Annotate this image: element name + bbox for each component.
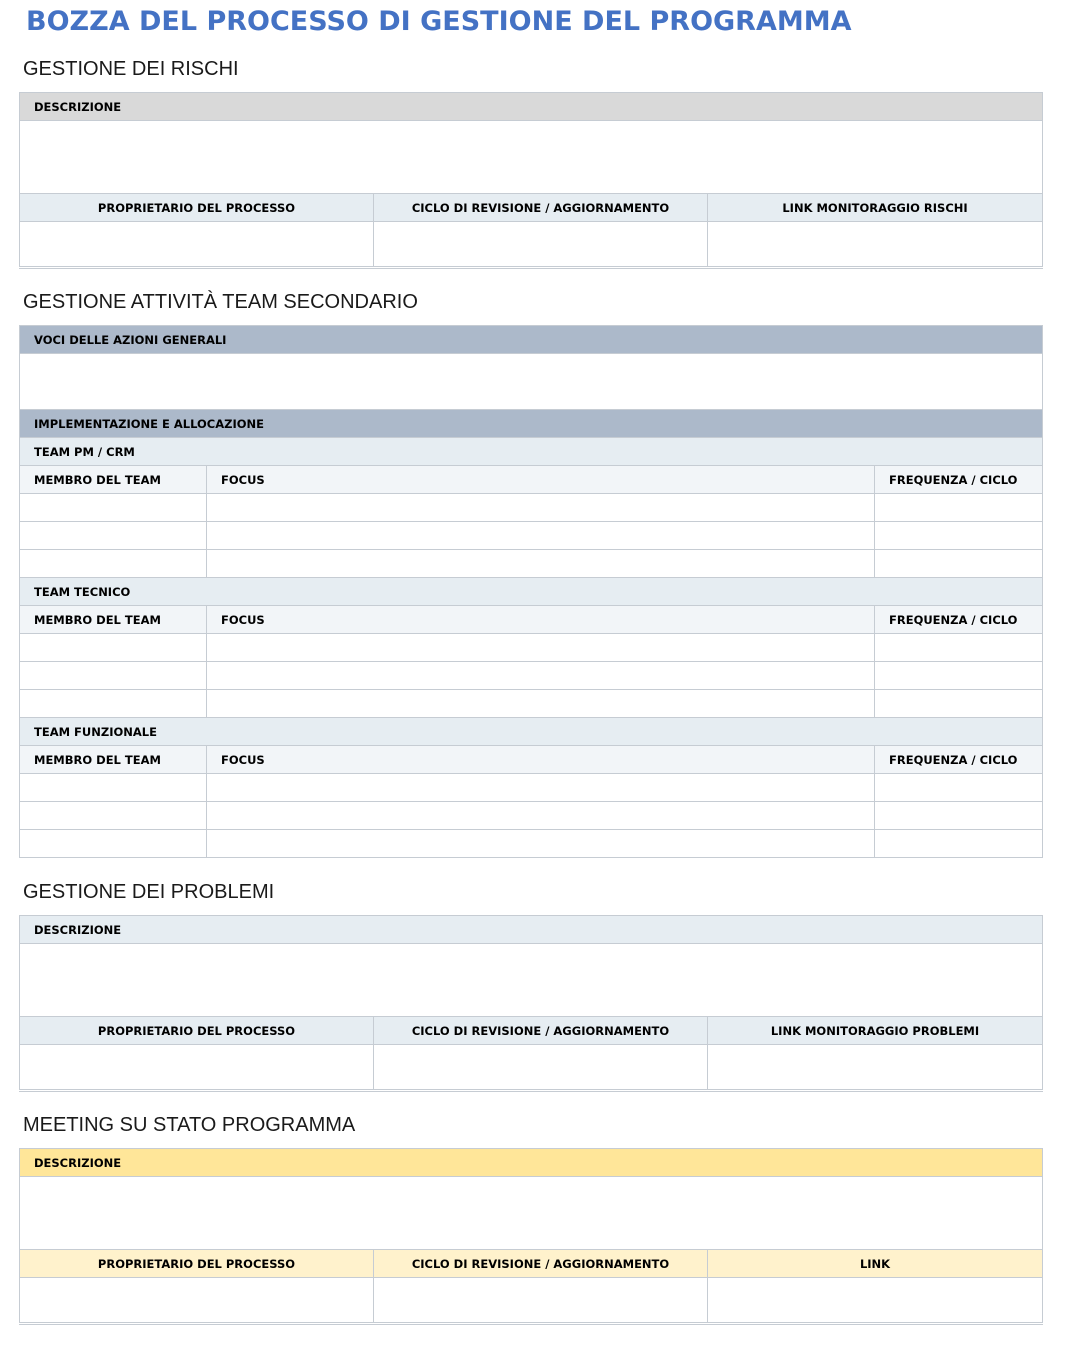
table-row (20, 690, 1043, 718)
member-cell[interactable] (20, 802, 207, 830)
focus-column-header: FOCUS (207, 466, 875, 494)
risk-link-cell[interactable] (708, 222, 1043, 268)
frequency-cell[interactable] (875, 774, 1043, 802)
meeting-review-cycle-header: CICLO DI REVISIONE / AGGIORNAMENTO (374, 1250, 708, 1278)
issues-description-label: DESCRIZIONE (20, 916, 1043, 944)
frequency-column-header: FREQUENZA / CICLO (875, 466, 1043, 494)
member-cell[interactable] (20, 494, 207, 522)
team-table (19, 325, 1043, 858)
issues-review-cycle-cell[interactable] (374, 1045, 708, 1091)
risk-table (19, 92, 1043, 269)
member-cell[interactable] (20, 662, 207, 690)
team-group-name: TEAM PM / CRM (20, 438, 1043, 466)
issues-section-title: GESTIONE DEI PROBLEMI (23, 881, 275, 903)
meeting-owner-header: PROPRIETARIO DEL PROCESSO (20, 1250, 374, 1278)
frequency-cell[interactable] (875, 690, 1043, 718)
risk-description-label: DESCRIZIONE (20, 93, 1043, 121)
frequency-cell[interactable] (875, 550, 1043, 578)
risk-link-header: LINK MONITORAGGIO RISCHI (708, 194, 1043, 222)
member-cell[interactable] (20, 550, 207, 578)
focus-cell[interactable] (207, 550, 875, 578)
general-actions-label: VOCI DELLE AZIONI GENERALI (20, 326, 1043, 354)
table-row (20, 802, 1043, 830)
page-title: BOZZA DEL PROCESSO DI GESTIONE DEL PROGRAMMA (26, 6, 852, 37)
table-row (20, 774, 1043, 802)
member-cell[interactable] (20, 634, 207, 662)
member-cell[interactable] (20, 522, 207, 550)
member-cell[interactable] (20, 774, 207, 802)
member-cell[interactable] (20, 690, 207, 718)
risk-owner-cell[interactable] (20, 222, 374, 268)
issues-description-cell[interactable] (20, 944, 1043, 1017)
focus-cell[interactable] (207, 634, 875, 662)
frequency-cell[interactable] (875, 634, 1043, 662)
meeting-link-cell[interactable] (708, 1278, 1043, 1324)
focus-cell[interactable] (207, 830, 875, 858)
frequency-cell[interactable] (875, 494, 1043, 522)
table-row (20, 522, 1043, 550)
member-column-header: MEMBRO DEL TEAM (20, 466, 207, 494)
team-group-name: TEAM FUNZIONALE (20, 718, 1043, 746)
team-section-title: GESTIONE ATTIVITÀ TEAM SECONDARIO (23, 291, 418, 313)
meeting-owner-cell[interactable] (20, 1278, 374, 1324)
table-row (20, 634, 1043, 662)
member-column-header: MEMBRO DEL TEAM (20, 606, 207, 634)
risk-review-cycle-cell[interactable] (374, 222, 708, 268)
member-cell[interactable] (20, 830, 207, 858)
general-actions-cell[interactable] (20, 354, 1043, 410)
focus-column-header: FOCUS (207, 746, 875, 774)
issues-owner-header: PROPRIETARIO DEL PROCESSO (20, 1017, 374, 1045)
frequency-column-header: FREQUENZA / CICLO (875, 746, 1043, 774)
issues-link-cell[interactable] (708, 1045, 1043, 1091)
meeting-section-title: MEETING SU STATO PROGRAMMA (23, 1114, 356, 1136)
issues-review-cycle-header: CICLO DI REVISIONE / AGGIORNAMENTO (374, 1017, 708, 1045)
risk-description-cell[interactable] (20, 121, 1043, 194)
table-row (20, 550, 1043, 578)
frequency-column-header: FREQUENZA / CICLO (875, 606, 1043, 634)
focus-cell[interactable] (207, 774, 875, 802)
table-row (20, 662, 1043, 690)
risk-owner-header: PROPRIETARIO DEL PROCESSO (20, 194, 374, 222)
focus-column-header: FOCUS (207, 606, 875, 634)
focus-cell[interactable] (207, 522, 875, 550)
meeting-description-cell[interactable] (20, 1177, 1043, 1250)
table-row (20, 830, 1043, 858)
issues-link-header: LINK MONITORAGGIO PROBLEMI (708, 1017, 1043, 1045)
risk-review-cycle-header: CICLO DI REVISIONE / AGGIORNAMENTO (374, 194, 708, 222)
frequency-cell[interactable] (875, 830, 1043, 858)
meeting-link-header: LINK (708, 1250, 1043, 1278)
focus-cell[interactable] (207, 690, 875, 718)
meeting-table (19, 1148, 1043, 1325)
frequency-cell[interactable] (875, 522, 1043, 550)
frequency-cell[interactable] (875, 662, 1043, 690)
focus-cell[interactable] (207, 494, 875, 522)
table-row (20, 494, 1043, 522)
frequency-cell[interactable] (875, 802, 1043, 830)
implementation-label: IMPLEMENTAZIONE E ALLOCAZIONE (20, 410, 1043, 438)
meeting-review-cycle-cell[interactable] (374, 1278, 708, 1324)
meeting-description-label: DESCRIZIONE (20, 1149, 1043, 1177)
member-column-header: MEMBRO DEL TEAM (20, 746, 207, 774)
risk-section-title: GESTIONE DEI RISCHI (23, 58, 239, 80)
issues-owner-cell[interactable] (20, 1045, 374, 1091)
issues-table (19, 915, 1043, 1092)
focus-cell[interactable] (207, 662, 875, 690)
focus-cell[interactable] (207, 802, 875, 830)
team-group-name: TEAM TECNICO (20, 578, 1043, 606)
